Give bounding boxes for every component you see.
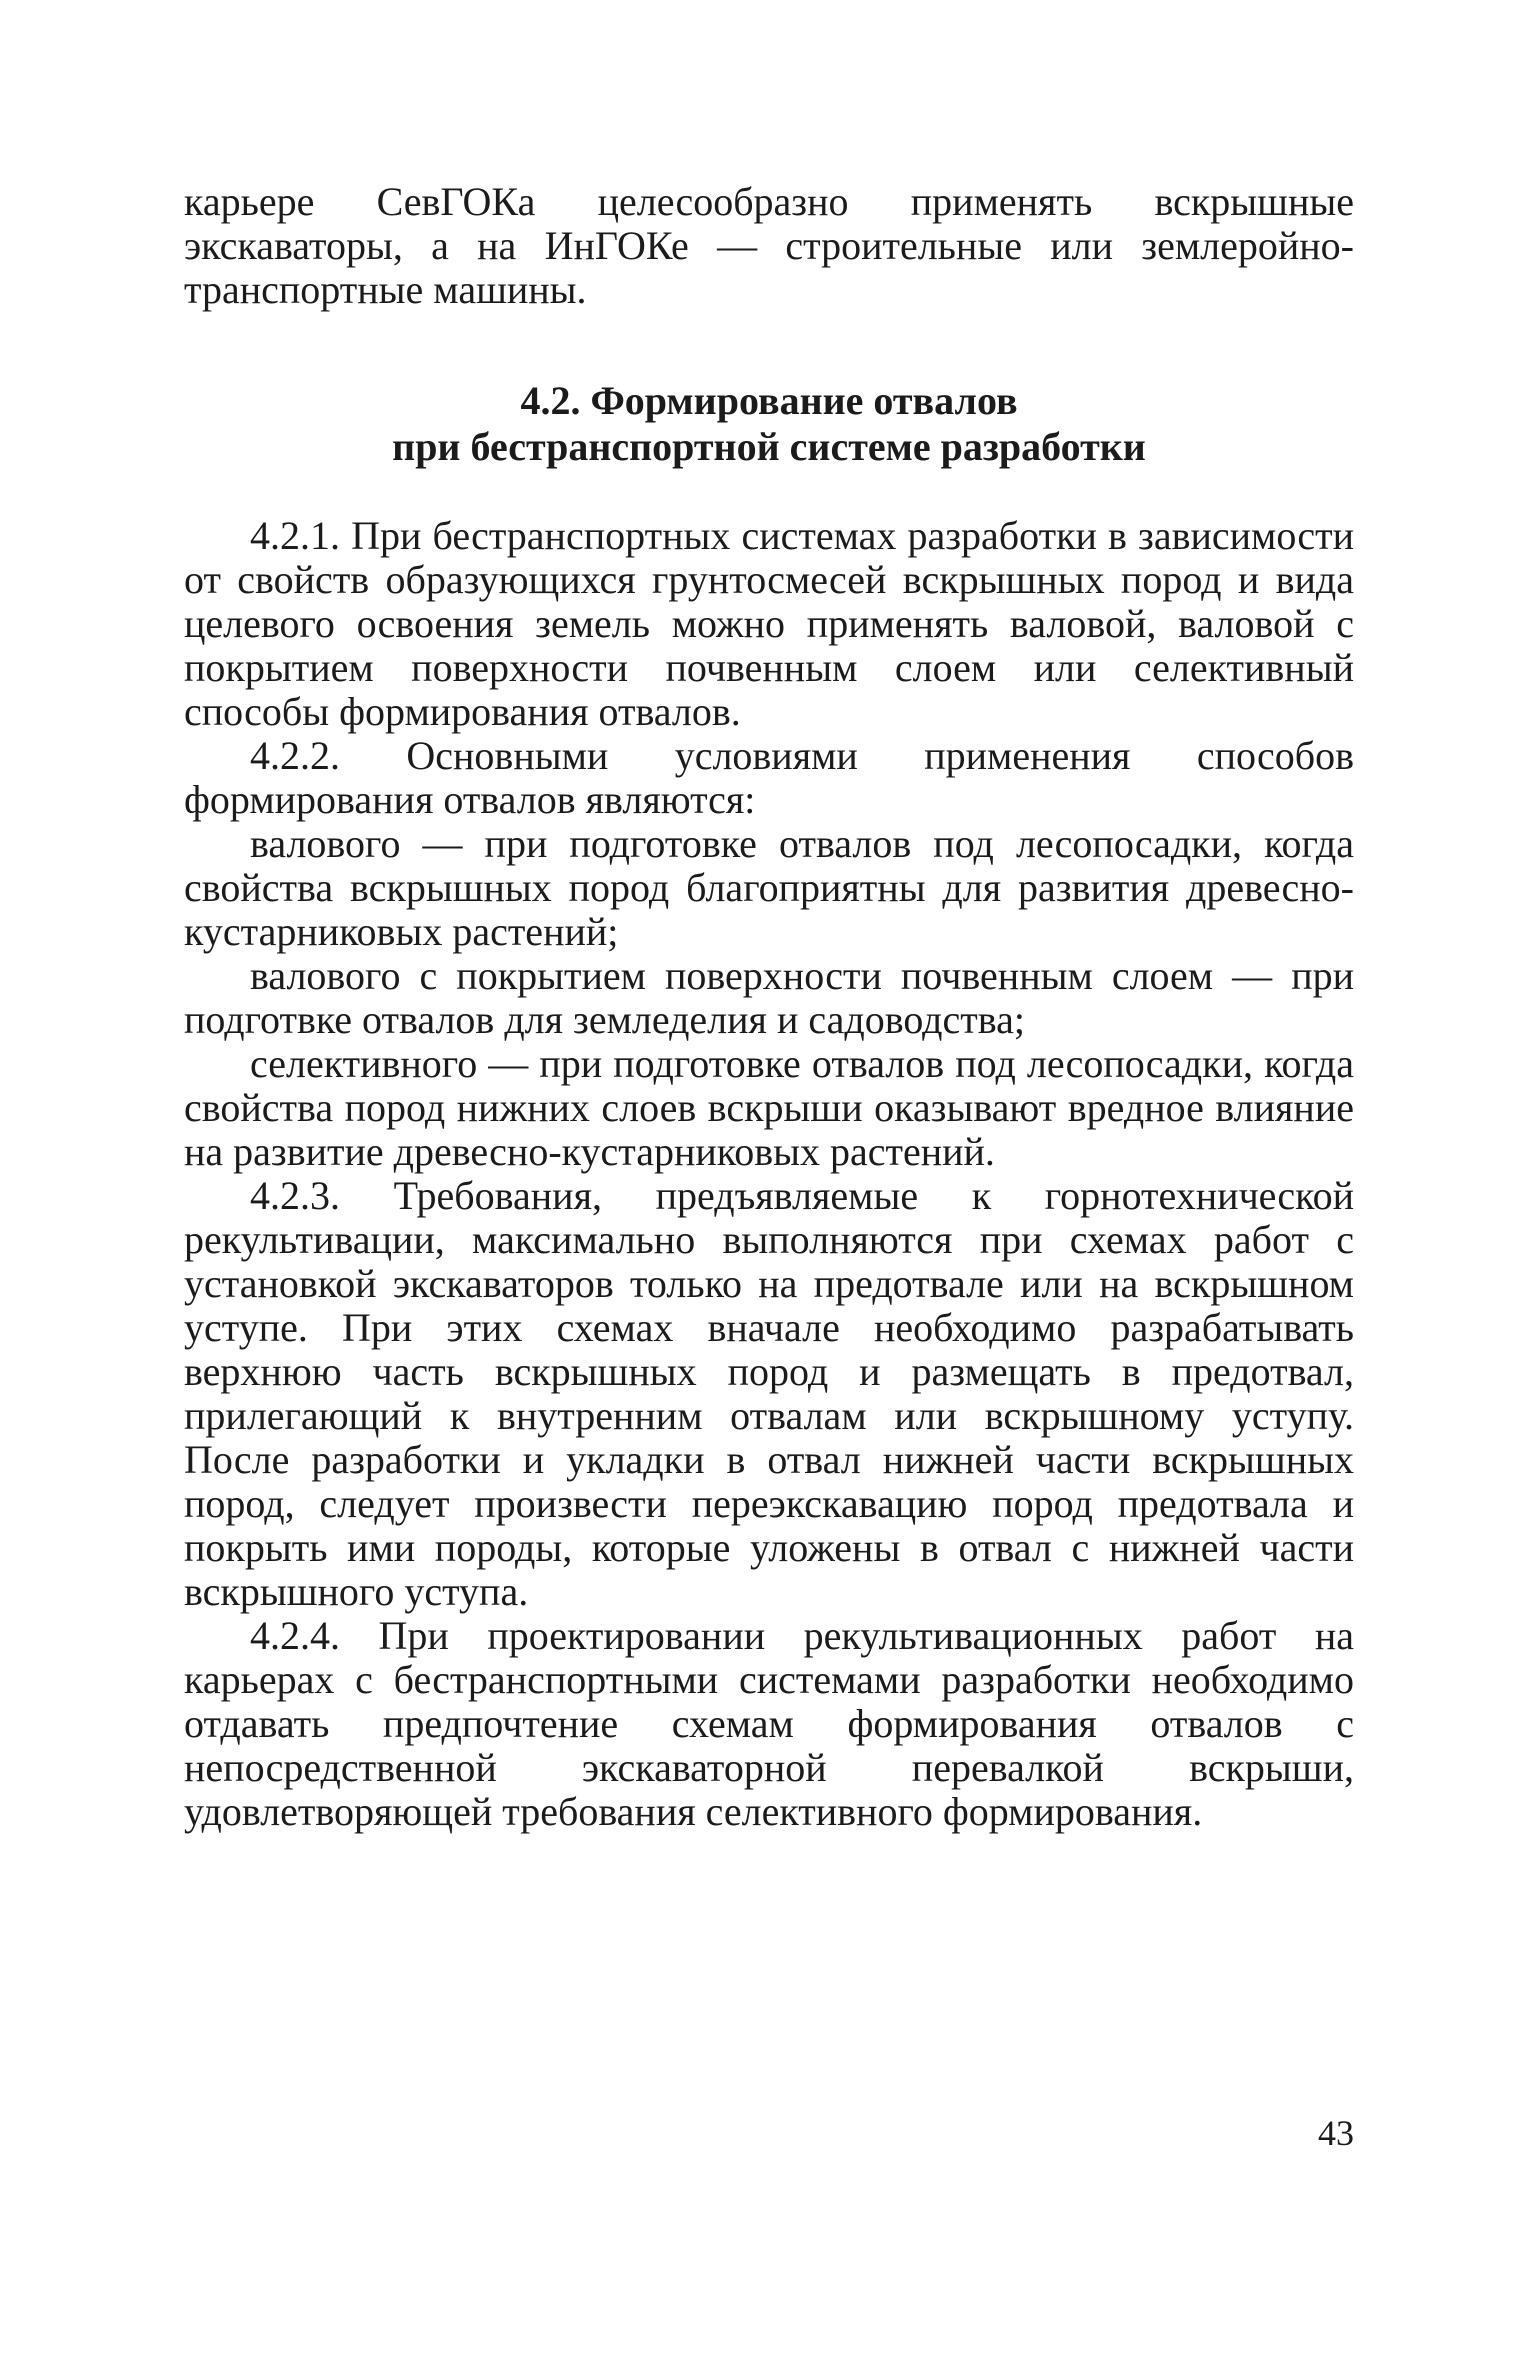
paragraph-4-2-3: 4.2.3. Требования, предъявляемые к горнотехнической рекультивации, максимально выполняются при схемах работ с установкой экскаваторов только на предотвале или на вскрышном уступе. При этих схемах вначале необходимо разрабатывать верхнюю часть вскрышных пород и размещать в предотвал, прилегающий к внутренним отвалам или вскрышному уступу. После разработки и укладки в отвал нижней части вскрышных пород, следует произвести переэкскавацию пород предотвала и покрыть ими породы, которые уложены в отвал с нижней части вскрышного уступа.: [184, 1173, 1354, 1614]
section-heading: [184, 378, 1354, 470]
list-item-valovoy: валового — при подготовке отвалов под лесопосадки, когда свойства вскрышных пород благоприятны для развития древесно-кустарниковых растений;: [184, 821, 1354, 954]
section-heading-line-2: при бестранспортной системе разработки: [392, 424, 1146, 469]
section-heading-line-1: 4.2. Формирование отвалов: [520, 378, 1018, 423]
page-number: 43: [1318, 2113, 1354, 2153]
paragraph-4-2-1: 4.2.1. При бестранспортных системах разработки в зависимости от свойств образующихся грунтосмесей вскрышных пород и вида целевого освоения земель можно применять валовой, валовой с покрытием поверхности почвенным слоем или селективный способы формирования отвалов.: [184, 513, 1354, 734]
page-body: [184, 180, 1354, 1834]
list-item-valovoy-pokrytie: валового с покрытием поверхности почвенным слоем — при подготвке отвалов для земледелия и садоводства;: [184, 953, 1354, 1042]
paragraph-4-2-4: 4.2.4. При проектировании рекультивационных работ на карьерах с бестранспортными системами разработки необходимо отдавать предпочтение схемам формирования отвалов с непосредственной экскаваторной перевалкой вскрыши, удовлетворяющей требования селективного формирования.: [184, 1613, 1354, 1834]
list-item-selektivny: селективного — при подготовке отвалов под лесопосадки, когда свойства пород нижних слоев вскрыши оказывают вредное влияние на развитие древесно-кустарниковых растений.: [184, 1041, 1354, 1174]
paragraph-4-2-2: 4.2.2. Основными условиями применения способов формирования отвалов являются:: [184, 733, 1354, 822]
intro-paragraph: карьере СевГОКа целесообразно применять вскрышные экскаваторы, а на ИнГОКе — строительные или землеройно-транспортные машины.: [184, 179, 1354, 312]
